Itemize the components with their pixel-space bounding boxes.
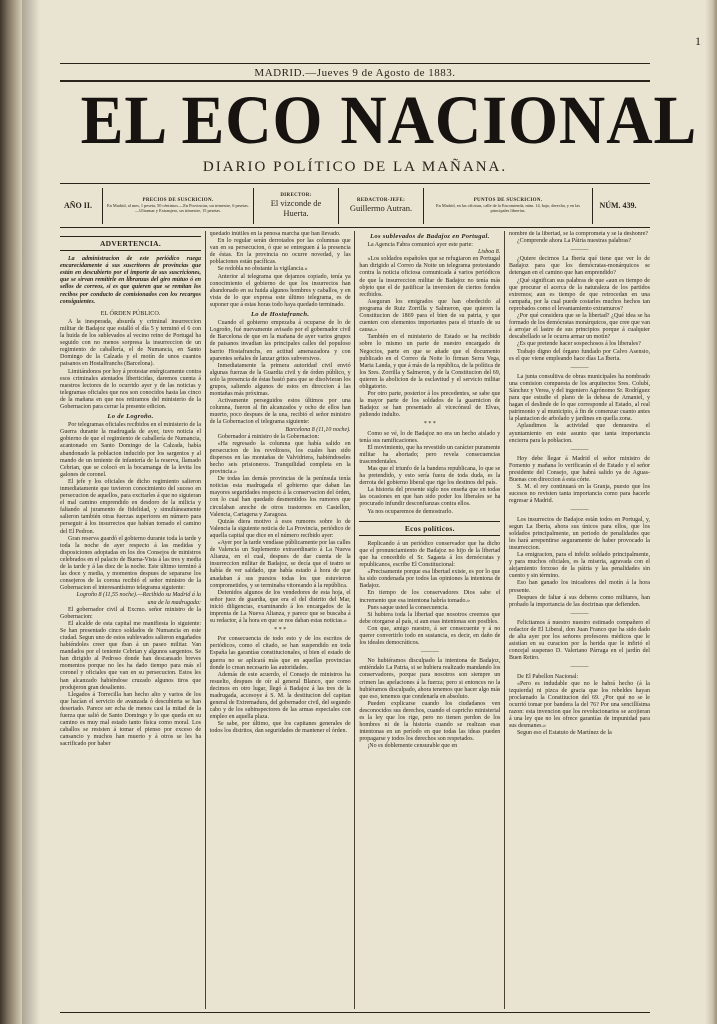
gutter-shadow	[22, 0, 40, 1024]
ecos-heading: Ecos políticos.	[359, 521, 500, 536]
article-paragraph: Ya nos ocuparemos de demostrarlo.	[367, 508, 453, 515]
section-ornament: * * *	[423, 421, 436, 428]
column-3	[359, 231, 500, 1009]
article-paragraph: También en el ministerio de Estado se ha recibido sobre lo mismo un parte de nuestro encargado de Negocios, parte en que se añade que el documento publicado en el Correo da Noite lo firman Serra Vega, Maria Landa, y que á más de la república, de la política de los Sres. Zorrilla y Salmeron, y de la Constitucion del 69, quieren la abolicion de la esclavitud y el servicio militar obligatorio.	[359, 334, 501, 390]
article-paragraph: Trabajo digno del órgano fundado por Calvo Asensio, es el que viene empleando hace días La Iberia.	[508, 348, 650, 362]
article-paragraph: Llegados á Torrecilla han hecho alto y varios de los que hacían el servicio de avanzada ó descubierta se han desertado. Parece ser echa de menos casi la mitad de la fuerza que salió de Santo Domingo y lo que queda en su camino es muy mal estado tanto física como moral. Los caballos se resisten á tomar el pienso por exceso de cansancio y muchos han muerto y á otros se les ha sacrificado por haber	[60, 691, 201, 748]
article-paragraph: Inmediatamente la primera autoridad civil envió algunas fuerzas de la Guardia civil y de órden público, y solo la presencia de éstas bastó para que se disolvieran los grupos, saliendo algunos de estos en direccion á las montañas más próximas.	[209, 362, 351, 398]
redactor-block	[339, 184, 423, 227]
article-paragraph: «Los soldados españoles que se refugiaron en Portugal han dirigido al Correo da Noite un telegrama protestando contra la noticia oficiosa comunicada á varios periódicos de que la insurreccion militar de Badajoz no tenía más objeto que el de justificar la inversion de ciertos fondos recibidos.	[359, 256, 501, 298]
article-paragraph: La Agencia Fabra comunicó ayer este parte:	[367, 242, 473, 249]
article-paragraph: S. M. el rey continuará en la Granja, puesto que los sucesos no revisten tanta importancia como para hacerle regresar á Madrid.	[508, 484, 650, 505]
prices-text: En Madrid, al mes, 1 peseta, 50 céntimos.—En Provincias, un trimestre, 6 pesetas.—Ultramar y Extranjero, un trimestre, 15 pesetas.	[107, 202, 249, 213]
page-number: 1	[695, 34, 701, 48]
column-divider	[504, 231, 505, 1009]
director-name: El vizconde de Huerta.	[270, 198, 322, 218]
article-paragraph: Por otro parte, posterior á los precedentes, se sabe que la mayor parte de los soldados de la guarnicion de Badajoz se han presentado al vicecónsul de Elvas, pidiendo indulto.	[359, 391, 501, 419]
section-ornament: ———	[570, 610, 589, 617]
issue-number: NÚM. 439.	[599, 201, 637, 210]
column-2	[210, 231, 351, 1009]
article-paragraph: Replicando á un periódico conservador que ha dicho que el pronunciamiento de Badajoz no hijo de la libertad que ha concedido el Sr. Sagasta á los demócratas y republicanos, escribe El Constitucional:	[359, 540, 501, 569]
article-paragraph: «Precisamente porque esa libertad existe, es por lo que ha sido condenada por todos las opiniones la intentona de Badajoz.	[359, 569, 501, 590]
article-paragraph: Mas que el triunfo de la bandera republicana, lo que se ha pretendido, y esto sería fuera de toda duda, es la derrota del gobierno liberal que rige los destinos del país.	[359, 466, 501, 487]
bottom-rule	[60, 1012, 650, 1013]
article-paragraph: Por consecuencia de todo esto y de los escritos de periódicos, como el citado, se han suspendido en toda España las garantías constitucionales, si bien el estado de guerra no se aplicará más que en aquellas provincias donde lo crean necesario las autoridades.	[209, 636, 351, 671]
page-edge	[705, 0, 717, 1024]
article-paragraph: Quizás diera motivo á esos rumores sobre lo de Valencia la siguiente noticia de La Provincia, periódico de aquella capital que dice en el número recibido ayer:	[209, 518, 351, 539]
article-paragraph: La junta consultiva de obras municipales ha nombrado una comision compuesta de los arquitectos Sres. Colubí, Sánchez y Verea, y del ingeniero Agrónomo Sr. Rodríguez para que estudie el plano de la dehesa de Amaniel, y hagan el deslinde de lo que corresponde al Estado, al real patrimonio y al municipio, á fin de comenzar cuanto antes la plantacion de arbolado y jardines en quella zona.	[508, 373, 650, 423]
subscription-prices	[103, 184, 253, 227]
section-ornament: * * *	[274, 627, 287, 634]
article-paragraph: nombre de la libertad, se la comprometa y se la deshonre?	[508, 231, 649, 237]
telegram-recipient: El gobernador civil al Excmo. señor ministro de la Gobernacion:	[60, 606, 201, 620]
column-divider	[205, 231, 206, 1009]
article-paragraph: Pueden explicarse cuando los ciudadanos ven desconocidos sus derechos, cuando el capricho ministerial es la ley que los rige, pero no tienen perdon de los hombres ni de la historia cuando se realizan esas intentonas en un período en que todas las ideas pueden propagarse y todos los derechos son respetados.	[359, 700, 501, 743]
article-paragraph: Eso han ganado los inicadores del motín á la hora presente.	[508, 580, 650, 594]
article-paragraph: Además de este acuerdo, el Consejo de ministros ha resuelto, despues de oír al general Blanco, que como decimos en otro lugar, llegó á Badajoz á las tres de la madrugada, accesoye á S. M. la destitucion del capitan general de Extremadura, del gobernador civil, del segundo cabo y de los subinspectores de las armas especiales con empleo en aquella plaza.	[209, 671, 351, 721]
redactor-label: REDACTOR-JEFE:	[356, 198, 406, 203]
article-paragraph: «Ayer por la tarde vendíase públicamente por las calles de Valencia un Suplemento extraordinario á La Nueva Alianza, en el cual, despues de dar cuenta de la insurreccion militar de Badajoz, se decía que el teatro se había de ver saldado, que había estado á hora de que anadaban á sus puestos todas los que estuvieron comprometidos, y se terminaba vitoreando á la república.	[209, 540, 351, 589]
section-ornament: ———	[570, 247, 589, 254]
article-paragraph: Por telegramas oficiales recibidos en el ministerio de la Guerra durante la madrugada de ayer, tuvo noticia el gobierno de que el regimiento de caballería de Numancia, acantonado en Santo Domingo de la Calzada, había abandonado la poblacion inducido por los sargentos y al mando de un teniente de infantería de la reserva, llamado Cebrian, que se colocó en la bocamanga de la levita los galones de coronel.	[60, 422, 201, 478]
article-paragraph: Hoy debe llegar á Madrid el señor ministro de Fomento y mañana lo verificarán el de Estado y el señor presidente del Consejo, que habrá salido ya de Aguas-Buenas con direccion á esta córte.	[508, 455, 650, 484]
article-paragraph: Pues saque usted la consecuencia.	[367, 604, 449, 611]
article-columns	[60, 231, 650, 1009]
director-block	[254, 184, 338, 227]
article-paragraph: En lo regular serán derrotados por las columnas que van en su persecucion, ó que se entreguen á la presencia de éstas. En la provincia no ocurre novedad, y las poblaciones están pacíficas.	[209, 238, 351, 266]
telegram-line: Logroño 8 (11,55 noche).—Recibido su Madrid á la una de la madrugada:	[76, 592, 201, 606]
telegram-line: Barcelona 8 (11,10 noche).	[285, 426, 351, 433]
points-text: En Madrid, en las oficinas, calle de la Encomienda, núm. 14, bajo, derecha, y en las principales librerías.	[436, 202, 580, 213]
article-paragraph: Se sabe, por último, que los capitanes generales de todos los distritos, dan seguridades de mantener el órden.	[209, 721, 351, 735]
redactor-name: Guillermo Autran.	[349, 203, 413, 213]
section-ornament: ———	[570, 507, 589, 514]
points-heading: PUNTOS DE SUSCRICION.	[473, 197, 543, 203]
article-paragraph: ¡No es doblemente censurable que en	[367, 743, 458, 750]
article-paragraph: Se redobla no obstante la vigilancia.»	[217, 266, 308, 273]
article-paragraph: El alcalde de esta capital me manifiesta lo siguiente: Se han presentado cinco soldados de Numancia en este ciudad. Segun uno de estos sublevados salieron engañados habiéndoles creer que iban á un paseo militar. Van mandados por el teniente Cebrian y algunos sargentos. Se han dirigido al Pedroso donde han descansado breves momentos porque no les ha dado tiempo para más el coronel y oficiales que van en su persecucion. Estos les han alcanzado habiéndose cruzado algunos tiros que produjeron gran desaliento.	[60, 620, 201, 691]
telegram-recipient: Gobernador á ministro de la Gobernacion:	[217, 433, 320, 440]
article-paragraph: Limitándonos por hoy á protestar enérgicamente contra esos criminales atentados liberticidas, daremos cuenta á nuestros lectores de lo ocurrido ayer y de las noticias y telegramas oficiales que nos son conocidos hasta las cinco de la mañana en que nos retiramos del ministerio de la Gobernacion para cerrar la presente edicion.	[60, 368, 201, 410]
article-paragraph: No hubiéramos disculpado la intentona de Badajoz, entiéndalo La Patria, si se hubiera realizado mandando los conservadores, porque para nosotros son siempre un crimen las apelaciones á la fuerza; pero si entonces no la hubiéramos disculpado, ahora tenemos que hacer algo más que eso, tenemos que condenarla en absoluto.	[359, 658, 501, 700]
article-paragraph: El movimiento, que ha revestido un carácter puramente militar ha abortado; pero revela consecuencias trascendentales.	[359, 444, 501, 465]
masthead-subtitle: DIARIO POLÍTICO DE LA MAÑANA.	[202, 159, 508, 175]
orden-heading: EL ÓRDEN PÚBLICO.	[100, 309, 161, 317]
article-paragraph: ¿Es que pretende hacer sospechosos á los liberales?	[516, 341, 641, 348]
column-divider	[354, 231, 355, 1009]
article-paragraph: Anterior al telegrama que dejamos copiado, tenía ya conocimiento el gobierno de que los insurrectos han abandonado en su huida algunos hombres y caballos, y en vista de lo que expresa este último telegrama, es de suponer que á estas horas todo haya quedado terminado.	[209, 273, 351, 308]
article-paragraph: ¿Comprende ahora La Pátria nuestras palabras?	[516, 238, 632, 245]
article-paragraph: Si hubiera toda la libertad que nosotros creemos que debe otorgarse al país, si aun esas intentonas son posibles.	[359, 611, 501, 625]
book-gutter	[0, 0, 22, 1024]
article-paragraph: ¿Qué significan sus palabras de que «aun es tiempo de que procurar el acerca de la naturaleza de los partidos extremos; aun es tiempo de que retrocedan en una campaña, por la cual puede costarles muchos hechos tan reprobados como el levantamiento extramuros?	[508, 277, 650, 312]
article-paragraph: Los insurrectos de Badajoz están todos en Portugal, y, segun La Iberia, ahora sus únicos para ellos, que los soldados principalmente, un periodo de penalidades que les hará arrepentirse seguramente de haber provocado la insurreccion.	[508, 516, 650, 551]
advert-text: La administracion de este periódico ruega encarecidamente á sus suscritores de provincias que están en descubierto por el importe de sus suscriciones, que se sirvan remitirle en libranzas del giro mútuo ó en sellos de correos, si es que quieren que se remitan los recibos por conducto de comisionados con los recargos consiguientes.	[60, 256, 201, 305]
year-label: AÑO II.	[64, 201, 93, 210]
prices-heading: PRECIOS DE SUSCRICION.	[142, 197, 214, 203]
logrono-heading: Lo de Logroño.	[107, 413, 154, 421]
advert-heading: ADVERTENCIA.	[60, 236, 201, 251]
article-paragraph: Gran reserva guardó el gobierno durante toda la tarde y toda la noche de ayer respecto á las medidas y disposiciones adoptadas en los dos Consejos de ministros celebrados en el palacio de Buena-Vista á las tres y media de la tarde y á las diez de la noche. Este último terminó á las doce y media, y momentos despues de separarse los consejeros de la corona recibió el señor ministro de la Gobernacion el interesantísimo telegrama siguiente:	[60, 535, 201, 592]
article-paragraph: Aseguran los emigrados que han obedecido al programa de Ruiz Zorrilla y Salmeron, que quieren la Constitucion de 1869 para el bien de su patria, y que cuenten con elementos importantes para el triunfo de su causa.»	[359, 298, 501, 334]
column-4	[509, 231, 650, 1009]
article-paragraph: Activamente perseguidos estos últimos por una columna, fueron al fin alcanzados y ocho de ellos han muerto, poco despues de la una, recibió el señor ministro de la Gobernacion el telegrama siguiente:	[209, 398, 351, 426]
article-paragraph: «Ha regresado la columna que había salido en persecucion de los revoltosos, los cuales han sido dispersos en las montañas de Valvidriera, habiéndoseles hecho seis prisioneros. Tranquilidad completa en la provincia.»	[209, 440, 351, 476]
info-bar	[60, 183, 650, 228]
article-paragraph: Con que, amigo nuestro, á ser consecuente y á no querer convertirlo todo en sustancia, es decir, en daño de los ideales democráticos.	[359, 625, 501, 647]
article-paragraph: ¿Por qué considera que se la libertad? ¿Qué idea se ha formado de los demócratas monárquicos, que cree que van á arrojar el lastre de sus principios porque á cualquier descabellado se le ocurra armar un motín?	[508, 313, 650, 341]
column-1	[60, 231, 201, 1009]
article-paragraph: Despues de faltar á sus deberes como militares, han probado la importancia de las doctrinas que defienden.	[508, 594, 650, 608]
article-paragraph: En tiempo de los conservadores Dios sabe el incremento que esa intentona habría tomado.»	[359, 590, 501, 604]
masthead-title: EL ECO NACIONAL	[80, 82, 698, 158]
subscription-points	[424, 184, 592, 227]
article-paragraph: De todas las demás provincias de la península tenía noticias esta madrugada el gobierno que daban las mayores seguridades respecto á la conservacion del órden, con lo cual han quedado desmentidos los rumores que circulaban anoche de otros trastornos en Castellon, Valencia, Cartagena y Zaragoza.	[209, 476, 351, 518]
article-paragraph: Segun eso el Estatuto de Martínez de la	[516, 730, 612, 737]
section-ornament: ———	[570, 446, 589, 453]
article-paragraph: ¿Quiere decirnos La Iberia qué tiene que ver lo de Badajoz para que los demócratas-monárquicos se detengan en el camino que han emprendido?	[508, 256, 650, 277]
article-paragraph: Cuando el gobierno empezaba á ocuparse de lo de Logroño, fué nuevamente avisado por el gobernador civil de Barcelona de que en la mañana de ayer varios grupos de paisanos invadian las principales calles del populoso barrio Hostafranchs, en actitud amenazadora y con aparentes señales de lanzar gritos subversivos.	[209, 320, 351, 362]
article-paragraph: Aplaudimos la actividad que demuestra el ayuntamiento en este asunto que tanta importancia encierra para la poblacion.	[508, 423, 650, 444]
article-paragraph: «Pero es indudable que no le habrá hecho (á la izquierda) ni pizca de gracia que los rebeldes hayan proclamado la Constitucion del 69. ¿Por qué no se le ocurrió tomar por bandera la del 76? Por una sencillísima razon: esta invencion que los revolucionarios se acojieran á una ley que no les ofrece garantías de impunidad para sus desmanes.»	[508, 680, 650, 730]
article-paragraph: La historia del presente siglo nos enseña que en todas las ocasiones en que han sido poder los liberales se ha procurado infundir desconfianzas contra ellos.	[359, 487, 501, 508]
article-paragraph: El jefe y los oficiales de dicho regimiento salieron inmediatamente que tuvieron conocimiento del suceso en persecucion de aquellos, para excitarles á que no siguieran el mal camino emprendido en desdoro de la milicia y faltando al juramento de fidelidad, y simultáneamente salieron también otras fuerzas superiores en número para perseguir á los insurrectos que habían tomado el camino del El Pedron.	[60, 478, 201, 535]
dateline: MADRID.—Jueves 9 de Agosto de 1883.	[254, 67, 456, 79]
hostafranch-heading: Lo de Hostafranch.	[250, 311, 310, 319]
section-ornament: ———	[420, 649, 439, 656]
top-rule	[60, 63, 650, 64]
telegram-line: Lisboa 8.	[477, 249, 501, 256]
article-paragraph: A la inesperada, absurda y criminal insurreccion militar de Badajoz que estalló el día 5 y terminó el 6 con la huida de los sublevados al vecino reino de Portugal ha seguido con no menos sorpresa la insurreccion de un regimiento de caballería, el de Numancia, en Santo Domingo de la Calzada y el motín de unos cuantos paisanos en Hostalfranchs (Barcelona).	[60, 318, 201, 368]
article-paragraph: quedado inútiles en la penosa marcha que han llevado.	[209, 231, 341, 237]
director-label: DIRECTOR:	[280, 193, 312, 198]
article-paragraph: Felicitamos á nuestro nuestro estimado compañero el redactor de El Liberal, don Juan Franco que ha sido dado de alta ayer por los señores profesores médicos que le asistían en su curacion por la herida que le infirió el concejal suspenso D. Valeriano Párraga en el jardín del Buen Retiro.	[508, 619, 650, 662]
article-paragraph: De El Pabellon Nacional:	[516, 673, 579, 680]
section-ornament: ———	[570, 664, 589, 671]
article-paragraph: Detenidos algunos de los vendedores de esta hoja, el señor juez de guardia, que era el del distrito del Mar, inició diligencias, examinando á los encargados de la imprenta de La Nueva Alianza, y parece que se buscaba á su redactor, á la hora en que se nos daban estas noticias.»	[209, 589, 351, 625]
article-paragraph: La emigracion, para el infeliz soldado principalmente, y para muchos oficiales, es la miseria, agravada con el alejamiento forzoso de la pátria y las penalidades sin cuento y sin término.	[508, 552, 650, 580]
article-paragraph: Como se vé, lo de Badajoz no era un hecho aislado y tenía sus ramificaciones.	[359, 430, 501, 444]
sublevados-heading: Los sublevados de Badajoz en Portugal.	[370, 233, 490, 240]
section-ornament: ———	[570, 364, 589, 371]
